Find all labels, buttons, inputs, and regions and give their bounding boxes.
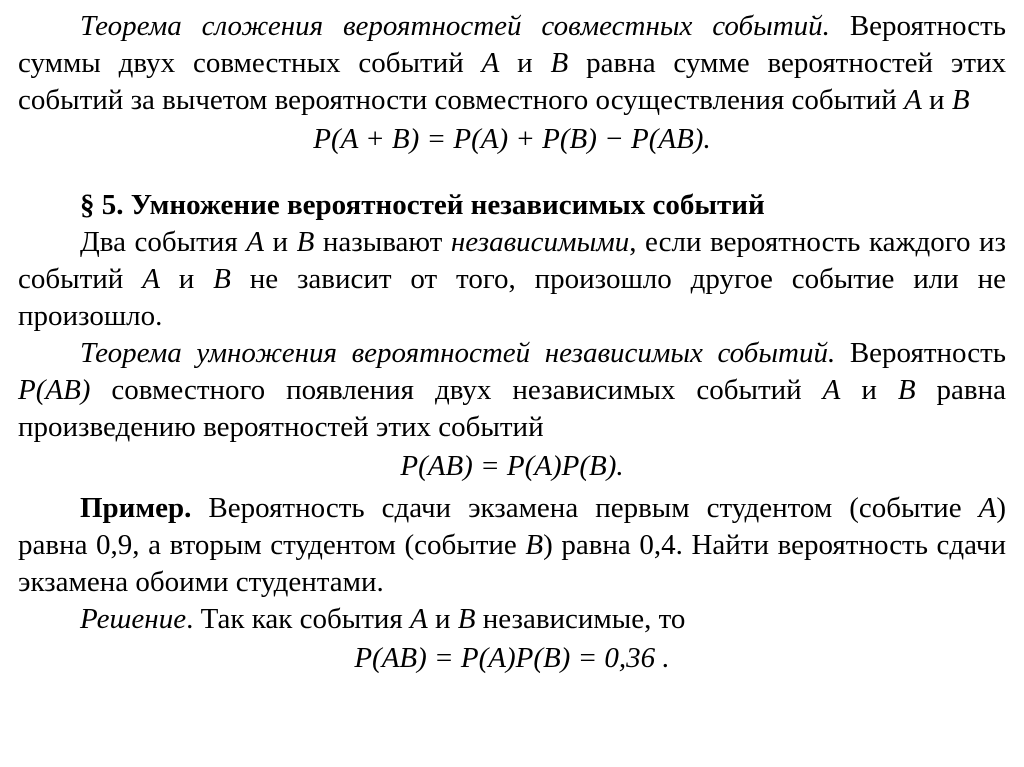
addition-theorem-title: Теорема сложения вероятностей совместных событий. [80, 10, 830, 42]
solution-formula: P(AB) = P(A)P(B) = 0,36 . [354, 642, 670, 674]
text: и [921, 84, 952, 116]
event-b: B [296, 226, 315, 258]
event-b: B [525, 529, 544, 561]
document-page [18, 8, 1006, 678]
event-a: A [978, 492, 997, 524]
event-b: B [457, 603, 476, 635]
text: Вероятность [849, 337, 1007, 369]
event-b: B [951, 84, 970, 116]
event-b: B [213, 263, 231, 295]
text: равна произведению вероятностей этих событий [18, 374, 1006, 443]
event-a: A [822, 374, 841, 406]
event-b: B [550, 47, 569, 79]
text: независимые, то [475, 603, 686, 635]
event-a: A [142, 263, 160, 295]
term-independent: независимыми [450, 226, 630, 258]
text: не зависит от того, произошло другое событие или не произошло. [18, 263, 1006, 332]
text: и [427, 603, 458, 635]
multiplication-formula: P(AB) = P(A)P(B). [400, 450, 624, 482]
text: равна сумме вероятностей этих событий за вычетом вероятности совместного осуществления событий [18, 47, 1007, 116]
event-a: A [410, 603, 428, 635]
text: и [159, 263, 214, 295]
addition-formula: P(A + B) = P(A) + P(B) − P(AB). [313, 123, 711, 155]
text: ) равна 0,4. Найти вероятность сдачи экзамена обоими студентами. [18, 529, 1006, 598]
independent-events-paragraph [18, 224, 1006, 335]
solution-label: Решение [80, 603, 187, 635]
text: и [840, 374, 898, 406]
text: Два события [80, 226, 247, 258]
multiplication-theorem-paragraph [18, 335, 1006, 446]
text: и [499, 47, 551, 79]
event-a: A [904, 84, 922, 116]
solution-paragraph [18, 601, 1006, 638]
section-heading: § 5. Умножение вероятностей независимых событий [80, 189, 765, 221]
event-a: A [481, 47, 500, 79]
text: Вероятность сдачи экзамена первым студентом (событие [191, 492, 979, 524]
multiplication-theorem-title: Теорема умножения вероятностей независимых событий. [80, 337, 836, 369]
event-a: A [246, 226, 264, 258]
inline-formula-pab: P(AB) [18, 374, 91, 406]
text: , если вероятность каждого из событий [18, 226, 1006, 295]
event-b: B [897, 374, 916, 406]
text: называют [314, 226, 451, 258]
example-label: Пример. [80, 492, 192, 524]
example-paragraph [18, 490, 1006, 601]
text: совместного появления двух независимых событий [90, 374, 823, 406]
text: . Так как события [186, 603, 411, 635]
text: Вероятность суммы двух совместных событий [18, 10, 1007, 79]
text: и [263, 226, 297, 258]
text: ) равна 0,9, а вторым студентом (событие [18, 492, 1006, 561]
addition-theorem-paragraph [18, 8, 1006, 119]
